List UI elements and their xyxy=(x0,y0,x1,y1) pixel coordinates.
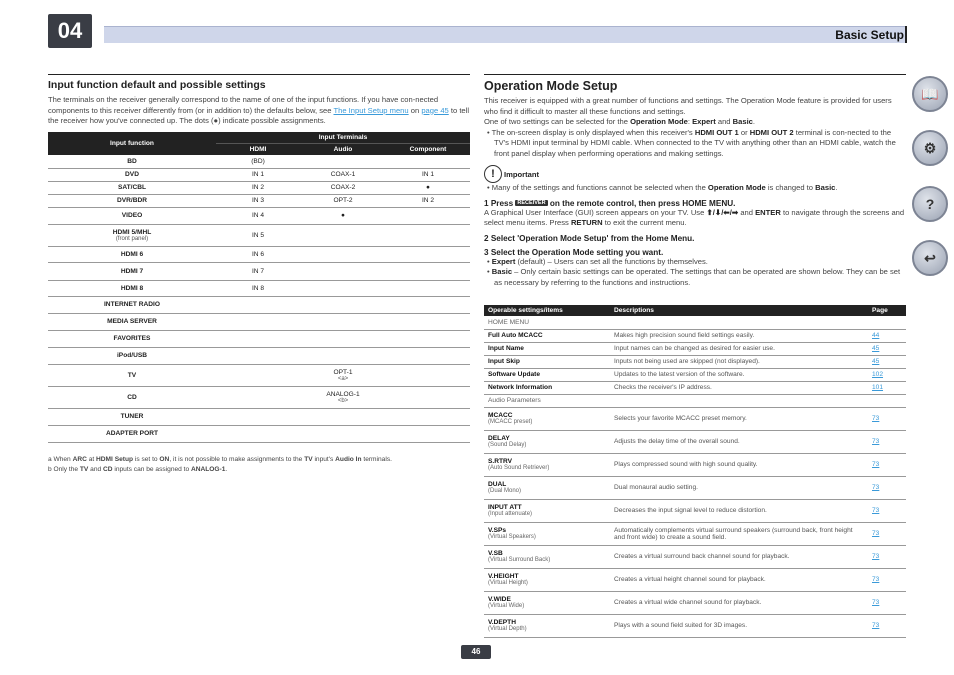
input-function-cell: DVD xyxy=(48,168,216,181)
hdmi-cell: IN 6 xyxy=(216,246,300,262)
setting-name: INPUT ATT (Input attenuate) xyxy=(484,499,610,522)
setting-description: Makes high precision sound field settings easily. xyxy=(610,329,868,342)
table-row xyxy=(484,522,906,545)
step-2: 2 Select 'Operation Mode Setup' from the Home Menu. xyxy=(484,233,695,243)
col-input-terminals: Input Terminals xyxy=(216,132,470,143)
table-row xyxy=(48,207,470,224)
page-link[interactable]: 73 xyxy=(868,568,906,591)
input-function-cell: TV xyxy=(48,364,216,386)
col-audio: Audio xyxy=(300,143,386,155)
table-row xyxy=(484,368,906,381)
audio-cell: ● xyxy=(300,207,386,224)
important-icon: ! xyxy=(484,165,502,183)
input-function-cell: HDMI 8 xyxy=(48,280,216,296)
input-defaults-heading: Input function default and possible settings xyxy=(48,79,266,91)
table-row xyxy=(484,430,906,453)
page-link[interactable]: 73 xyxy=(868,407,906,430)
input-defaults-section xyxy=(48,74,470,127)
component-cell xyxy=(386,313,470,330)
audio-cell: OPT-2 xyxy=(300,194,386,207)
basic-option: • Basic – Only certain basic settings can be operated. The settings that can be operated are shown below. They can be set as necessary by referring to the functions and instructions. xyxy=(487,267,901,287)
chapter-number: 04 xyxy=(48,14,92,48)
setting-description: Selects your favorite MCACC preset memory. xyxy=(610,407,868,430)
table-row xyxy=(484,407,906,430)
component-cell xyxy=(386,296,470,313)
audio-cell xyxy=(300,224,386,246)
important-block xyxy=(484,165,906,183)
component-cell xyxy=(386,330,470,347)
setting-description: Creates a virtual wide channel sound for playback. xyxy=(610,591,868,614)
table-row xyxy=(484,355,906,368)
setting-name: V.SB (Virtual Surround Back) xyxy=(484,545,610,568)
input-setup-link[interactable]: The Input Setup menu xyxy=(333,105,409,115)
page-45-link[interactable]: page 45 xyxy=(421,105,449,115)
audio-cell xyxy=(300,155,386,168)
input-function-cell: iPod/USB xyxy=(48,347,216,364)
hdmi-cell xyxy=(216,386,300,408)
setting-name: Input Skip xyxy=(484,355,610,368)
table-row xyxy=(48,194,470,207)
table-row xyxy=(484,545,906,568)
header-divider xyxy=(905,26,907,43)
table-row xyxy=(484,499,906,522)
component-cell xyxy=(386,386,470,408)
setting-description: Creates a virtual surround back channel sound for playback. xyxy=(610,545,868,568)
col-page: Page xyxy=(868,305,906,316)
section-label: Audio Parameters xyxy=(484,394,906,407)
step-3: 3 Select the Operation Mode setting you want. xyxy=(484,247,664,257)
footnotes xyxy=(48,455,392,475)
setting-name: Full Auto MCACC xyxy=(484,329,610,342)
page-link[interactable]: 102 xyxy=(868,368,906,381)
table-row xyxy=(48,313,470,330)
page-link[interactable]: 73 xyxy=(868,522,906,545)
component-cell xyxy=(386,246,470,262)
hdmi-cell: IN 5 xyxy=(216,224,300,246)
table-row xyxy=(484,614,906,637)
table-row xyxy=(484,568,906,591)
table-section-row xyxy=(484,394,906,407)
setting-name: V.WIDE (Virtual Wide) xyxy=(484,591,610,614)
setting-description: Checks the receiver's IP address. xyxy=(610,381,868,394)
input-function-cell: FAVORITES xyxy=(48,330,216,347)
setting-description: Inputs not being used are skipped (not displayed). xyxy=(610,355,868,368)
table-row xyxy=(48,408,470,425)
page-link[interactable]: 73 xyxy=(868,591,906,614)
operable-settings-table xyxy=(484,305,906,638)
setting-name: Network Information xyxy=(484,381,610,394)
hdmi-cell: (BD) xyxy=(216,155,300,168)
hdmi-cell xyxy=(216,347,300,364)
setting-description: Plays with a sound field suited for 3D images. xyxy=(610,614,868,637)
hdmi-cell: IN 3 xyxy=(216,194,300,207)
setting-name: MCACC (MCACC preset) xyxy=(484,407,610,430)
component-cell xyxy=(386,425,470,442)
input-function-cell: TUNER xyxy=(48,408,216,425)
table-row xyxy=(48,280,470,296)
component-cell: IN 1 xyxy=(386,168,470,181)
important-note: • Many of the settings and functions cannot be selected when the Operation Mode is changed to Basic. xyxy=(487,183,838,192)
hdmi-cell: IN 2 xyxy=(216,181,300,194)
settings-icon[interactable]: ⚙ xyxy=(912,130,948,166)
input-function-cell: SAT/CBL xyxy=(48,181,216,194)
page-link[interactable]: 45 xyxy=(868,355,906,368)
input-function-cell: HDMI 7 xyxy=(48,262,216,280)
setting-description: Input names can be changed as desired for easier use. xyxy=(610,342,868,355)
setting-name: DUAL (Dual Mono) xyxy=(484,476,610,499)
table-row xyxy=(48,330,470,347)
table-row xyxy=(48,386,470,408)
table-row xyxy=(48,224,470,246)
input-function-cell: DVR/BDR xyxy=(48,194,216,207)
operation-mode-options: One of two settings can be selected for the Operation Mode: Expert and Basic. xyxy=(484,117,756,126)
audio-cell xyxy=(300,262,386,280)
table-row xyxy=(48,168,470,181)
hdmi-cell xyxy=(216,296,300,313)
hdmi-cell: IN 8 xyxy=(216,280,300,296)
page-link[interactable]: 73 xyxy=(868,453,906,476)
setting-description: Dual monaural audio setting. xyxy=(610,476,868,499)
table-row xyxy=(48,296,470,313)
audio-cell xyxy=(300,313,386,330)
audio-cell: COAX-1 xyxy=(300,168,386,181)
section-title: Basic Setup xyxy=(835,28,904,42)
receiver-key-icon: RECEIVER xyxy=(517,200,546,207)
setting-description: Updates to the latest version of the software. xyxy=(610,368,868,381)
input-function-cell: CD xyxy=(48,386,216,408)
setting-name: S.RTRV (Auto Sound Retriever) xyxy=(484,453,610,476)
osd-note: • The on-screen display is only displayed when this receiver's HDMI OUT 1 or HDMI OUT 2 terminal is con-nected to the TV's HDMI input terminal by HDMI cable. When connected to the TV with anything other than an HDMI cable, watch the front panel display when performing operations and making settings. xyxy=(487,127,896,158)
setting-name: V.SPs (Virtual Speakers) xyxy=(484,522,610,545)
table-row xyxy=(48,347,470,364)
input-function-cell: BD xyxy=(48,155,216,168)
input-function-cell: ADAPTER PORT xyxy=(48,425,216,442)
table-row xyxy=(48,364,470,386)
operation-mode-heading: Operation Mode Setup xyxy=(484,79,618,93)
step-1-detail: A Graphical User Interface (GUI) screen appears on your TV. Use ⬆/⬇/⬅/➡ and ENTER to navigate through the screens and select menu items. Press RETURN to exit the current menu. xyxy=(484,207,905,227)
audio-cell xyxy=(300,425,386,442)
table-row xyxy=(48,262,470,280)
input-function-cell: VIDEO xyxy=(48,207,216,224)
component-cell xyxy=(386,364,470,386)
table-section-row xyxy=(484,316,906,329)
hdmi-cell xyxy=(216,425,300,442)
footnote: a When ARC at HDMI Setup is set to ON, it is not possible to make assignments to the TV input's Audio In terminals. xyxy=(48,456,392,463)
audio-cell xyxy=(300,280,386,296)
hdmi-cell: IN 4 xyxy=(216,207,300,224)
setting-name: V.HEIGHT (Virtual Height) xyxy=(484,568,610,591)
footnote: b Only the TV and CD inputs can be assigned to ANALOG-1. xyxy=(48,466,228,473)
component-cell: IN 2 xyxy=(386,194,470,207)
component-cell xyxy=(386,408,470,425)
col-input-function: Input function xyxy=(48,132,216,155)
setting-name: Input Name xyxy=(484,342,610,355)
audio-cell: OPT-1 <a> xyxy=(300,364,386,386)
component-cell xyxy=(386,262,470,280)
page-link[interactable]: 73 xyxy=(868,499,906,522)
hdmi-cell xyxy=(216,408,300,425)
col-descriptions: Descriptions xyxy=(610,305,868,316)
hdmi-cell xyxy=(216,313,300,330)
component-cell: ● xyxy=(386,181,470,194)
operation-mode-intro: This receiver is equipped with a great number of functions and settings. The Operation Mode feature is provided for users who find it difficult to master all these functions and settings. xyxy=(484,96,892,116)
table-row xyxy=(48,425,470,442)
hdmi-cell: IN 1 xyxy=(216,168,300,181)
expert-option: • Expert (default) – Users can set all the functions by themselves. xyxy=(487,256,708,266)
audio-cell xyxy=(300,408,386,425)
input-function-cell: INTERNET RADIO xyxy=(48,296,216,313)
col-hdmi: HDMI xyxy=(216,143,300,155)
help-icon[interactable]: ? xyxy=(912,186,948,222)
page-link[interactable]: 45 xyxy=(868,342,906,355)
table-row xyxy=(484,381,906,394)
table-row xyxy=(484,342,906,355)
manual-book-icon[interactable]: 📖 xyxy=(912,76,948,112)
table-row xyxy=(48,246,470,262)
hdmi-cell: IN 7 xyxy=(216,262,300,280)
section-label: HOME MENU xyxy=(484,316,906,329)
component-cell xyxy=(386,224,470,246)
table-row xyxy=(484,591,906,614)
input-defaults-intro: The terminals on the receiver generally correspond to the name of one of the input functions. If you have con-nected components to this receiver differently from (or in addition to) the defaults below, see The Input Setup menu on page 45 to tell the receiver how you've connected up. The dots (●) indicate possible assignments. xyxy=(48,95,470,125)
page-link[interactable]: 44 xyxy=(868,329,906,342)
table-row xyxy=(48,181,470,194)
step-1: 1 Press RECEIVER on the remote control, then press HOME MENU. xyxy=(484,198,736,208)
audio-cell xyxy=(300,347,386,364)
table-row xyxy=(484,329,906,342)
input-function-table xyxy=(48,132,470,443)
component-cell xyxy=(386,155,470,168)
component-cell xyxy=(386,207,470,224)
col-component: Component xyxy=(386,143,470,155)
audio-cell xyxy=(300,330,386,347)
page-number: 46 xyxy=(461,645,491,659)
audio-cell xyxy=(300,296,386,313)
component-cell xyxy=(386,280,470,296)
important-label: Important xyxy=(504,169,540,179)
audio-cell: ANALOG-1 <b> xyxy=(300,386,386,408)
component-cell xyxy=(386,347,470,364)
input-function-cell: HDMI 6 xyxy=(48,246,216,262)
setting-description: Automatically complements virtual surround speakers (surround back, front height and front wide) to create a sound field. xyxy=(610,522,868,545)
page-link[interactable]: 73 xyxy=(868,545,906,568)
col-operable-settings: Operable settings/items xyxy=(484,305,610,316)
setting-name: Software Update xyxy=(484,368,610,381)
input-function-cell: HDMI 5/MHL (front panel) xyxy=(48,224,216,246)
input-function-cell: MEDIA SERVER xyxy=(48,313,216,330)
setting-description: Plays compressed sound with high sound quality. xyxy=(610,453,868,476)
audio-cell: COAX-2 xyxy=(300,181,386,194)
operation-mode-section xyxy=(484,74,906,288)
table-row xyxy=(484,453,906,476)
table-row xyxy=(48,155,470,168)
setting-description: Creates a virtual height channel sound for playback. xyxy=(610,568,868,591)
hdmi-cell xyxy=(216,364,300,386)
page-link[interactable]: 73 xyxy=(868,430,906,453)
setting-description: Decreases the input signal level to reduce distortion. xyxy=(610,499,868,522)
setting-name: DELAY (Sound Delay) xyxy=(484,430,610,453)
audio-cell xyxy=(300,246,386,262)
header-bar xyxy=(104,26,906,43)
page-link[interactable]: 73 xyxy=(868,476,906,499)
table-row xyxy=(484,476,906,499)
setting-name: V.DEPTH (Virtual Depth) xyxy=(484,614,610,637)
hdmi-cell xyxy=(216,330,300,347)
setting-description: Adjusts the delay time of the overall sound. xyxy=(610,430,868,453)
page-link[interactable]: 101 xyxy=(868,381,906,394)
page-link[interactable]: 73 xyxy=(868,614,906,637)
back-icon[interactable]: ↩ xyxy=(912,240,948,276)
